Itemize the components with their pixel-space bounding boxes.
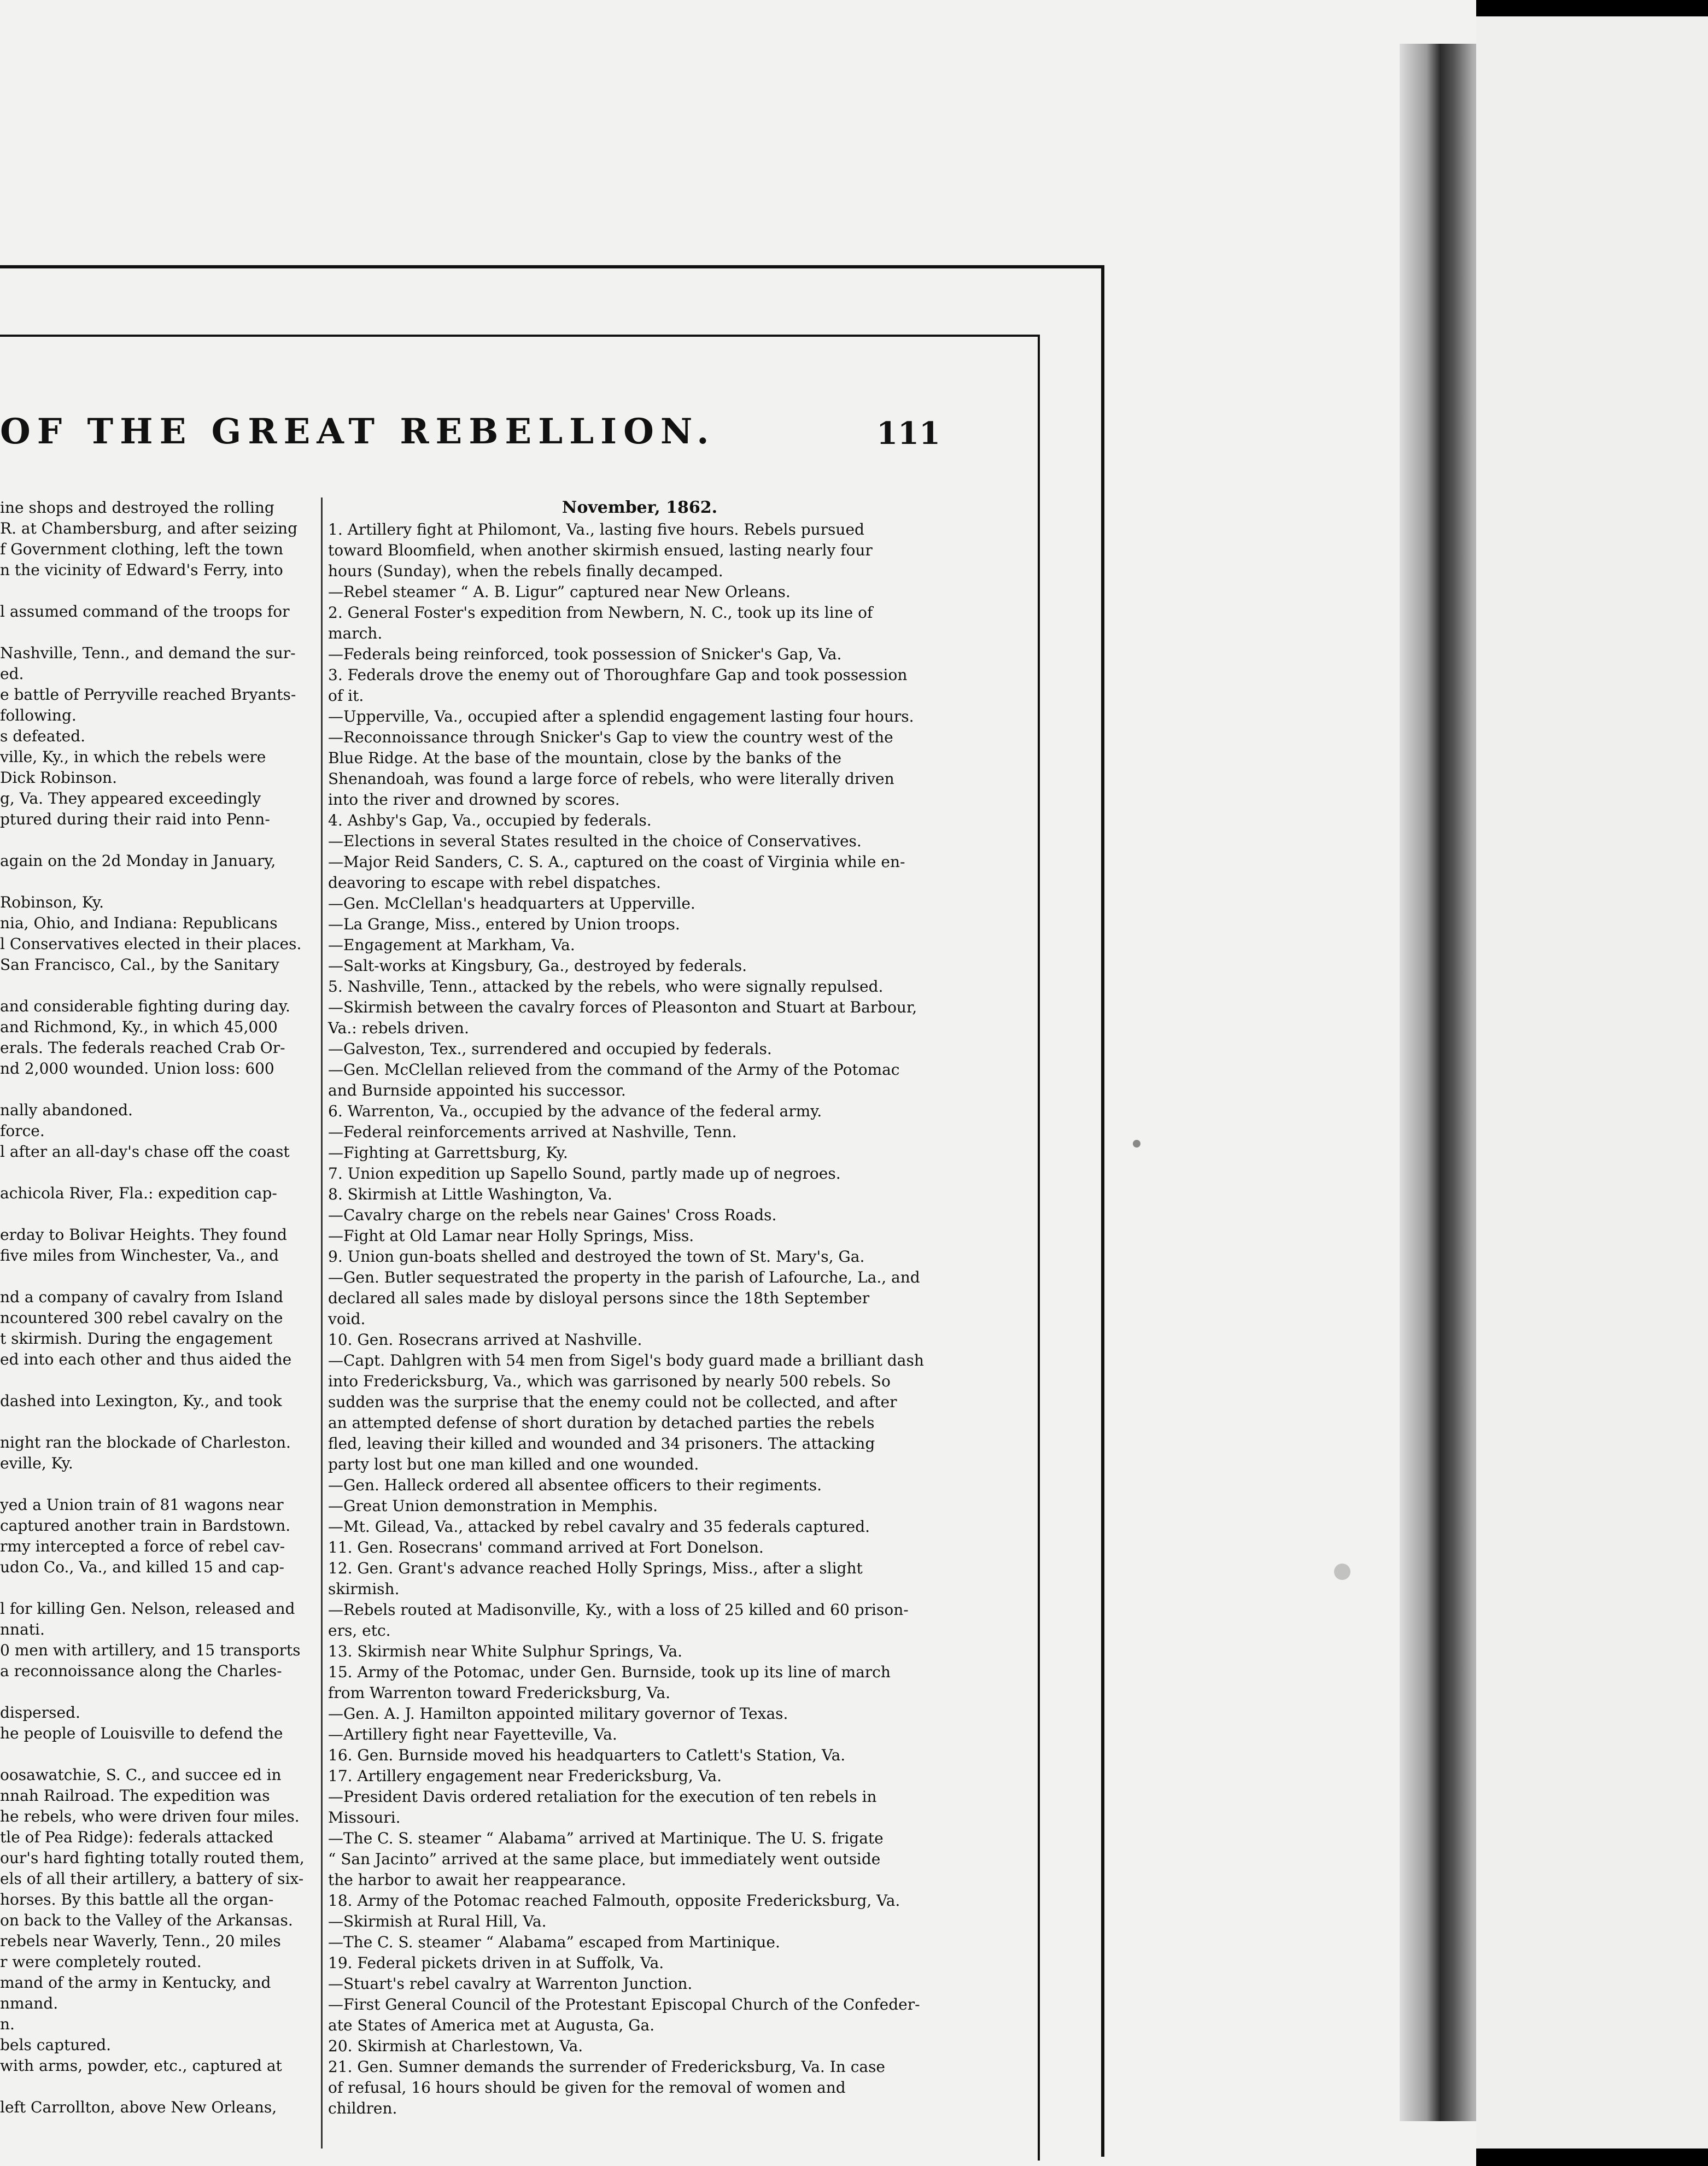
text-line: 13. Skirmish near White Sulphur Springs, Va.: [328, 1642, 683, 1660]
text-line: 19. Federal pickets driven in at Suffolk, Va.: [328, 1954, 664, 1972]
text-line: els of all their artillery, a battery of six-: [0, 1870, 304, 1888]
text-line: again on the 2d Monday in January,: [0, 852, 276, 870]
text-line: sudden was the surprise that the enemy could not be collected, and after: [328, 1393, 897, 1411]
text-line: —Mt. Gilead, Va., attacked by rebel cavalry and 35 federals captured.: [328, 1518, 870, 1536]
text-line: with arms, powder, etc., captured at: [0, 2057, 282, 2075]
text-line: nd a company of cavalry from Island: [0, 1288, 284, 1306]
text-line: [0, 622, 312, 643]
text-line: [0, 2076, 312, 2097]
text-line: [0, 1370, 312, 1391]
text-line: achicola River, Fla.: expedition cap-: [0, 1184, 277, 1202]
text-line: 5. Nashville, Tenn., attacked by the rebels, who were signally repulsed.: [328, 977, 884, 996]
text-line: nd 2,000 wounded. Union loss: 600: [0, 1059, 274, 1078]
text-line: —Skirmish at Rural Hill, Va.: [328, 1912, 547, 1930]
text-line: —President Davis ordered retaliation for the execution of ten rebels in: [328, 1788, 877, 1806]
text-line: —The C. S. steamer “ Alabama” arrived at Martinique. The U. S. frigate: [328, 1829, 884, 1847]
text-line: he people of Louisville to defend the: [0, 1724, 283, 1742]
text-line: —Galveston, Tex., surrendered and occupied by federals.: [328, 1040, 772, 1058]
text-line: [0, 1744, 312, 1765]
text-line: left Carrollton, above New Orleans,: [0, 2098, 277, 2116]
text-line: ate States of America met at Augusta, Ga.: [328, 2016, 655, 2034]
text-line: party lost but one man killed and one wounded.: [328, 1455, 699, 1473]
text-line: he rebels, who were driven four miles.: [0, 1807, 300, 1825]
text-line: dashed into Lexington, Ky., and took: [0, 1392, 282, 1410]
text-line: 2. General Foster's expedition from Newbern, N. C., took up its line of: [328, 604, 873, 622]
text-line: ville, Ky., in which the rebels were: [0, 748, 266, 766]
text-line: rebels near Waverly, Tenn., 20 miles: [0, 1932, 281, 1950]
column-divider: [321, 497, 323, 2149]
text-line: 1. Artillery fight at Philomont, Va., lasting five hours. Rebels pursued: [328, 520, 864, 538]
text-line: skirmish.: [328, 1580, 400, 1598]
text-line: —Engagement at Markham, Va.: [328, 936, 575, 954]
text-line: and considerable fighting during day.: [0, 997, 290, 1015]
text-line: into Fredericksburg, Va., which was garrisoned by nearly 500 rebels. So: [328, 1372, 891, 1390]
text-line: and Burnside appointed his successor.: [328, 1081, 626, 1099]
text-line: 10. Gen. Rosecrans arrived at Nashville.: [328, 1331, 642, 1349]
text-line: horses. By this battle all the organ-: [0, 1890, 274, 1909]
text-line: 9. Union gun-boats shelled and destroyed the town of St. Mary's, Ga.: [328, 1248, 865, 1266]
text-line: [0, 1682, 312, 1702]
text-line: 21. Gen. Sumner demands the surrender of Fredericksburg, Va. In case: [328, 2058, 886, 2076]
text-line: [0, 1266, 312, 1287]
text-line: udon Co., Va., and killed 15 and cap-: [0, 1558, 284, 1576]
text-line: Robinson, Ky.: [0, 893, 104, 911]
page-speck: [1334, 1564, 1350, 1580]
text-line: —Gen. A. J. Hamilton appointed military governor of Texas.: [328, 1705, 788, 1723]
text-line: [0, 581, 312, 601]
text-line: e battle of Perryville reached Bryants-: [0, 686, 296, 704]
text-line: following.: [0, 706, 77, 724]
text-line: —Gen. McClellan relieved from the command of the Army of the Potomac: [328, 1061, 900, 1079]
text-line: 4. Ashby's Gap, Va., occupied by federals.: [328, 811, 652, 829]
text-line: of it.: [328, 687, 364, 705]
text-line: l after an all-day's chase off the coast: [0, 1143, 290, 1161]
text-line: t skirmish. During the engagement: [0, 1330, 273, 1348]
text-line: —Skirmish between the cavalry forces of Pleasonton and Stuart at Barbour,: [328, 998, 917, 1016]
text-line: —Federals being reinforced, took possession of Snicker's Gap, Va.: [328, 645, 842, 663]
text-line: 15. Army of the Potomac, under Gen. Burnside, took up its line of march: [328, 1663, 891, 1681]
text-line: our's hard fighting totally routed them,: [0, 1849, 305, 1867]
text-line: [0, 1412, 312, 1432]
text-line: —Stuart's rebel cavalry at Warrenton Junction.: [328, 1975, 693, 1993]
text-line: captured another train in Bardstown.: [0, 1517, 291, 1535]
text-line: —Gen. Butler sequestrated the property in the parish of Lafourche, La., and: [328, 1268, 920, 1286]
text-line: a reconnoissance along the Charles-: [0, 1662, 282, 1680]
text-line: oosawatchie, S. C., and succee ed in: [0, 1766, 282, 1784]
text-line: ine shops and destroyed the rolling: [0, 499, 274, 517]
text-line: —First General Council of the Protestant Episcopal Church of the Confeder-: [328, 1995, 920, 2013]
text-line: —Rebels routed at Madisonville, Ky., with a loss of 25 killed and 60 prison-: [328, 1601, 909, 1619]
text-line: —Federal reinforcements arrived at Nashville, Tenn.: [328, 1123, 737, 1141]
text-line: Nashville, Tenn., and demand the sur-: [0, 644, 296, 662]
text-line: erday to Bolivar Heights. They found: [0, 1226, 287, 1244]
text-line: —Salt-works at Kingsbury, Ga., destroyed by federals.: [328, 957, 747, 975]
text-line: from Warrenton toward Fredericksburg, Va.: [328, 1684, 671, 1702]
text-line: n the vicinity of Edward's Ferry, into: [0, 561, 283, 579]
month-heading: November, 1862.: [561, 498, 718, 517]
text-line: —Artillery fight near Fayetteville, Va.: [328, 1725, 617, 1743]
text-line: [0, 1079, 312, 1100]
text-line: eville, Ky.: [0, 1454, 73, 1472]
text-line: nia, Ohio, and Indiana: Republicans: [0, 914, 278, 932]
text-line: march.: [328, 624, 383, 642]
text-line: and Richmond, Ky., in which 45,000: [0, 1018, 278, 1036]
text-line: ncountered 300 rebel cavalry on the: [0, 1309, 283, 1327]
text-line: fled, leaving their killed and wounded and 34 prisoners. The attacking: [328, 1435, 875, 1453]
text-line: —The C. S. steamer “ Alabama” escaped from Martinique.: [328, 1933, 780, 1951]
text-line: f Government clothing, left the town: [0, 540, 283, 558]
text-line: bels captured.: [0, 2036, 112, 2054]
text-line: nnah Railroad. The expedition was: [0, 1787, 270, 1805]
text-line: 20. Skirmish at Charlestown, Va.: [328, 2037, 583, 2055]
text-line: [0, 975, 312, 996]
text-line: [0, 1162, 312, 1183]
text-line: five miles from Winchester, Va., and: [0, 1246, 279, 1265]
text-line: into the river and drowned by scores.: [328, 791, 620, 809]
text-line: [0, 1578, 312, 1599]
text-line: 12. Gen. Grant's advance reached Holly Springs, Miss., after a slight: [328, 1559, 863, 1577]
text-line: tle of Pea Ridge): federals attacked: [0, 1828, 274, 1846]
text-line: 3. Federals drove the enemy out of Thoroughfare Gap and took possession: [328, 666, 908, 684]
text-line: nnati.: [0, 1620, 45, 1638]
text-line: dispersed.: [0, 1703, 80, 1722]
text-line: —Gen. McClellan's headquarters at Upperville.: [328, 894, 695, 912]
text-line: yed a Union train of 81 wagons near: [0, 1496, 284, 1514]
text-line: night ran the blockade of Charleston.: [0, 1433, 291, 1451]
text-line: 16. Gen. Burnside moved his headquarters to Catlett's Station, Va.: [328, 1746, 846, 1764]
text-line: —Upperville, Va., occupied after a splendid engagement lasting four hours.: [328, 707, 914, 725]
text-line: l for killing Gen. Nelson, released and: [0, 1600, 295, 1618]
text-line: 17. Artillery engagement near Fredericksburg, Va.: [328, 1767, 722, 1785]
running-title: OF THE GREAT REBELLION.: [0, 411, 716, 452]
text-line: “ San Jacinto” arrived at the same place, but immediately went outside: [328, 1850, 881, 1868]
text-line: children.: [328, 2099, 397, 2117]
text-line: an attempted defense of short duration by detached parties the rebels: [328, 1414, 875, 1432]
facing-page-edge: [1476, 16, 1708, 2149]
text-line: r were completely routed.: [0, 1953, 202, 1971]
text-line: Dick Robinson.: [0, 769, 117, 787]
text-line: —Capt. Dahlgren with 54 men from Sigel's body guard made a brilliant dash: [328, 1351, 924, 1369]
text-line: San Francisco, Cal., by the Sanitary: [0, 956, 279, 974]
text-line: —Great Union demonstration in Memphis.: [328, 1497, 658, 1515]
text-line: [0, 830, 312, 851]
text-line: [0, 1474, 312, 1495]
text-line: —Elections in several States resulted in the choice of Conservatives.: [328, 832, 862, 850]
text-line: s defeated.: [0, 727, 86, 745]
text-line: 6. Warrenton, Va., occupied by the advance of the federal army.: [328, 1102, 822, 1120]
text-line: —Cavalry charge on the rebels near Gaines' Cross Roads.: [328, 1206, 777, 1224]
text-line: nally abandoned.: [0, 1101, 133, 1119]
chronology-entries: [328, 519, 951, 2119]
text-line: —Rebel steamer “ A. B. Ligur” captured near New Orleans.: [328, 583, 791, 601]
text-line: 7. Union expedition up Sapello Sound, partly made up of negroes.: [328, 1164, 841, 1182]
text-line: [0, 871, 312, 892]
text-line: of refusal, 16 hours should be given for the removal of women and: [328, 2079, 846, 2097]
page-number: 111: [876, 415, 940, 452]
text-line: declared all sales made by disloyal persons since the 18th September: [328, 1289, 870, 1307]
text-line: —Reconnoissance through Snicker's Gap to view the country west of the: [328, 728, 893, 746]
text-line: nmand.: [0, 1994, 59, 2012]
text-line: —La Grange, Miss., entered by Union troops.: [328, 915, 680, 933]
text-line: Shenandoah, was found a large force of rebels, who were literally driven: [328, 770, 894, 788]
text-line: force.: [0, 1122, 45, 1140]
text-line: mand of the army in Kentucky, and: [0, 1974, 271, 1992]
text-line: hours (Sunday), when the rebels finally decamped.: [328, 562, 723, 580]
text-line: 0 men with artillery, and 15 transports: [0, 1641, 301, 1659]
text-line: l Conservatives elected in their places.: [0, 935, 302, 953]
text-line: 11. Gen. Rosecrans' command arrived at Fort Donelson.: [328, 1538, 764, 1556]
text-line: ptured during their raid into Penn-: [0, 810, 270, 828]
text-line: rmy intercepted a force of rebel cav-: [0, 1537, 285, 1555]
text-line: toward Bloomfield, when another skirmish ensued, lasting nearly four: [328, 541, 873, 559]
left-column: [0, 497, 312, 2118]
text-line: Blue Ridge. At the base of the mountain, close by the banks of the: [328, 749, 842, 767]
text-line: R. at Chambersburg, and after seizing: [0, 519, 298, 537]
text-line: Missouri.: [328, 1808, 401, 1827]
text-line: n.: [0, 2015, 15, 2033]
text-line: 18. Army of the Potomac reached Falmouth, opposite Fredericksburg, Va.: [328, 1892, 900, 1910]
text-line: ed.: [0, 665, 24, 683]
page-speck: [1133, 1140, 1140, 1148]
right-column: [328, 497, 951, 2119]
text-line: the harbor to await her reappearance.: [328, 1871, 627, 1889]
text-line: ed into each other and thus aided the: [0, 1350, 292, 1368]
text-line: [0, 1204, 312, 1225]
text-line: void.: [328, 1310, 366, 1328]
text-line: —Fight at Old Lamar near Holly Springs, Miss.: [328, 1227, 694, 1245]
text-line: on back to the Valley of the Arkansas.: [0, 1911, 293, 1929]
page-header: [0, 411, 951, 455]
text-line: Va.: rebels driven.: [328, 1019, 469, 1037]
text-line: l assumed command of the troops for: [0, 602, 290, 620]
text-line: —Fighting at Garrettsburg, Ky.: [328, 1144, 568, 1162]
text-line: —Gen. Halleck ordered all absentee officers to their regiments.: [328, 1476, 822, 1494]
text-line: 8. Skirmish at Little Washington, Va.: [328, 1185, 612, 1203]
text-line: deavoring to escape with rebel dispatches.: [328, 874, 661, 892]
text-line: —Major Reid Sanders, C. S. A., captured on the coast of Virginia while en-: [328, 853, 905, 871]
text-line: ers, etc.: [328, 1621, 391, 1640]
text-line: erals. The federals reached Crab Or-: [0, 1039, 285, 1057]
text-line: g, Va. They appeared exceedingly: [0, 789, 261, 807]
